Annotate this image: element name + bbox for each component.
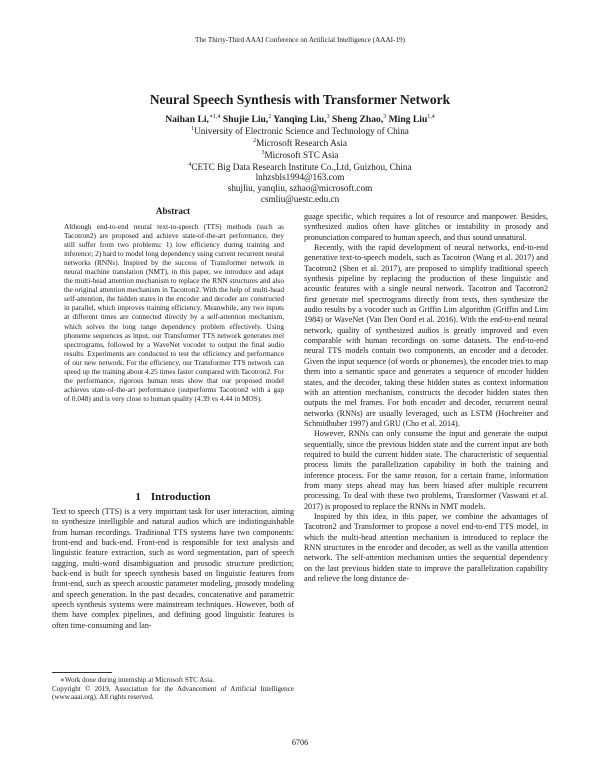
paragraph: However, RNNs can only consume the input and generate the output sequentially, since the previous hidden state and the current input are both required to build the current hidden state. The characteristic of sequential process limits the parallelization capability in both the training and inference process. For the same reason, for a certain frame, information from many steps ahead may has been biased after multiple recurrent processing. To deal with these two problems, Transformer (Vaswani et al. 2017) is proposed to replace the RNNs in NMT models.	[304, 429, 548, 511]
author: Naihan Li,$^{∗1,4}$	[165, 114, 221, 126]
author: Ming Liu$^{1,4}$	[388, 114, 435, 126]
paragraph: guage specific, which requires a lot of resource and manpower. Besides, synthesized audios often have glitches or instability in prosody and pronunciation compared to human speech, and thus sound unnatural.	[304, 212, 548, 242]
footnote-rule	[52, 672, 112, 673]
footnote-work-note: ∗Work done during internship at Microsoft STC Asia.	[60, 676, 214, 684]
email: csmliu@uestc.edu.cn	[260, 194, 340, 204]
abstract-text: Although end-to-end neural text-to-speech (TTS) methods (such as Tacotron2) are proposed and achieve state-of-the-art performance, they still suffer from two problems: 1) low efficiency during training and inference; 2) hard to model long dependency using current recurrent neural networks (RNNs). Inspired by the success of Transformer network in neural machine translation (NMT), in this paper, we introduce and adapt the multi-head attention mechanism to replace the RNN structures and also the original attention mechanism in Tacotron2. With the help of multi-head self-attention, the hidden states in the encoder and decoder are constructed in parallel, which improves training efficiency. Meanwhile, any two inputs at different times are connected directly by a self-attention mechanism, which solves the long range dependency problem effectively. Using phoneme sequences as input, our Transformer TTS network generates mel spectrograms, followed by a WaveNet vocoder to output the final audio results. Experiments are conducted to test the efficiency and performance of our new network. For the efficiency, our Transformer TTS network can speed up the training about 4.25 times faster compared with Tacotron2. For the performance, rigorous human tests show that our proposed model achieves state-of-the-art performance (outperforms Tacotron2 with a gap of 0.048) and is very close to human quality (4.39 vs 4.44 in MOS).	[64, 222, 284, 403]
author: Sheng Zhao,$^3$	[332, 114, 387, 126]
affiliation: $^2$Microsoft Research Asia	[253, 138, 347, 149]
affiliation: $^3$Microsoft STC Asia	[261, 150, 339, 161]
paragraph: Text to speech (TTS) is a very important task for user interaction, aiming to synthesize intelligible and natural audios which are indistinguishable from human recordings. Traditional TTS systems have two components: front-end and back-end. Front-end is responsible for text analysis and linguistic feature extraction, such as word segmentation, part of speech tagging, multi-word disambiguation and prosodic structure prediction; back-end is built for speech synthesis based on linguistic features from front-end, such as speech acoustic parameter modeling, prosody modeling and speech generation. In the past decades, concatenative and parametric speech synthesis systems were mainstream techniques. However, both of them have complex pipelines, and defining good linguistic features is often time-consuming and lan-	[52, 507, 294, 630]
affiliation: $^1$University of Electronic Science and Technology of China	[191, 126, 409, 137]
email: shujliu, yanqliu, szhao@microsoft.com	[227, 183, 373, 193]
affiliation: $^4$CETC Big Data Research Institute Co.,Ltd, Guizhou, China	[188, 162, 412, 173]
footnote	[52, 676, 294, 702]
intro-right-column	[304, 212, 548, 584]
copyright-notice: Copyright © 2019, Association for the Advancement of Artificial Intelligence (www.aaai.org). All rights reserved.	[52, 684, 294, 702]
page-number: 6706	[291, 738, 309, 747]
paragraph: Recently, with the rapid development of neural networks, end-to-end generative text-to-speech models, such as Tacotron (Wang et al. 2017) and Tacotron2 (Shen et al. 2017), are proposed to simplify traditional speech synthesis pipeline by replacing the production of these linguistic and acoustic features with a single neural network. Tacotron and Tacotron2 first generate mel spectrograms directly from texts, then synthesize the audio results by a vocoder such as Griffin Lim algorithm (Griffin and Lim 1984) or WaveNet (Van Den Oord et al. 2016). With the end-to-end neural network, quality of synthesized audios is greatly improved and even comparable with human recordings on some datasets. The end-to-end neural TTS models contain two components, an encoder and a decoder. Given the input sequence (of words or phonemes), the encoder tries to map them into a semantic space and generates a sequence of encoder hidden states, and the decoder, taking these hidden states as context information with an attention mechanism, constructs the decoder hidden states then outputs the mel frames. For both encoder and decoder, recurrent neural networks (RNNs) are usually leveraged, such as LSTM (Hochreiter and Schmidhuber 1997) and GRU (Cho et al. 2014).	[304, 243, 548, 428]
author: Yanqing Liu,$^3$	[273, 114, 330, 126]
section-number: 1	[135, 491, 141, 503]
abstract-heading: Abstract	[155, 206, 191, 216]
paper-title: Neural Speech Synthesis with Transformer Network	[149, 92, 451, 107]
paragraph: Inspired by this idea, in this paper, we combine the advantages of Tacotron2 and Transformer to propose a novel end-to-end TTS model, in which the multi-head attention mechanism is introduced to replace the RNN structures in the encoder and decoder, as well as the vanilla attention network. The self-attention mechanism unties the sequential dependency on the last previous hidden state to improve the parallelization capability and relieve the long distance de-	[304, 511, 548, 584]
section-title: Introduction	[150, 491, 211, 503]
intro-left-paragraph	[52, 507, 294, 631]
email: lnhzsbls1994@163.com	[255, 172, 345, 182]
section-heading	[52, 491, 294, 503]
author: Shujie Liu,$^2$	[222, 114, 272, 126]
conference-header: The Thirty-Third AAAI Conference on Artificial Intelligence (AAAI-19)	[194, 36, 406, 44]
